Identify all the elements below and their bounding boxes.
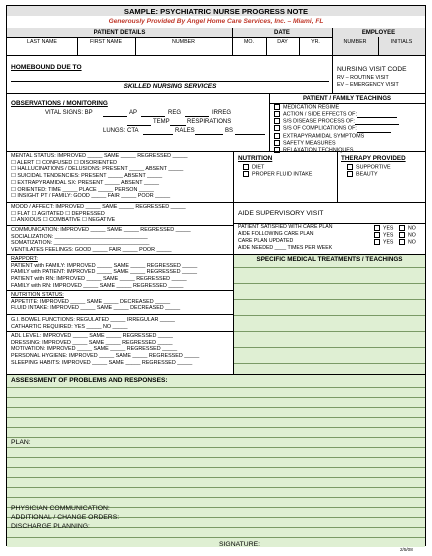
- assessment-area[interactable]: [7, 375, 425, 547]
- treatments-area[interactable]: [234, 255, 425, 374]
- nutrition-list: [243, 164, 333, 178]
- nutrition-item[interactable]: PROPER FLUID INTAKE: [243, 171, 333, 178]
- therapy-item[interactable]: BEAUTY: [347, 171, 423, 178]
- teachings-list: [274, 104, 422, 154]
- therapy-list: [347, 164, 423, 178]
- teaching-item[interactable]: SAFETY MEASURES: [274, 140, 422, 147]
- teaching-item[interactable]: MEDICATION REGIME: [274, 104, 422, 111]
- skilled-services-label: SKILLED NURSING SERVICES: [123, 83, 217, 90]
- progress-note-form: SAMPLE: PSYCHIATRIC NURSE PROGRESS NOTE Generously Provided By Angel Home Care Services, Inc. – Miami, FL PATIENT DETAILS DATE EMPLOYEE LAST NAME FIRST NAME NUMBER MO. DAY YR. NUMBER INITIALS HOMEBOUND DUE TO SKILLED NURSING SERVICES NURSING VISIT CODE RV – ROUTINE VISIT EV – EMERGENCY VISIT OBSERVATIONS / MONITORING VITAL SIGNS: BP AP REG IRREG TEMP RESPIRATIONS LUNGS: CTA RALES BS PATIENT / FAMILY TEACHINGS MEDICATION REGIME ACTION / SIDE EFFECTS OF: S/S DISEASE PROCESS OF: S/S OF COMPLICATIONS OF: EXTRAPYRAMIDAL SYMPTOMS SAFETY MEASURES RELAXATION TECHNIQUES MENTAL STATUS: IMPROVED _____ SAME _____ REGRESSED _____ ☐ ALERT ☐ CONFUSED ☐ DISORIENTED ☐ HALLUCINATIONS / DELUSIONS: PRESENT _____ ABSENT _____ ☐ SUICIDAL TENDENCIES: PRESENT _____ ABSENT _____ ☐ EXTRAPYRAMIDAL SX: PRESENT _____ ABSENT _____ ☐ ORIENTED: TIME _____ PLACE _____ PERSON _____ ☐ INSIGHT PT / FAMILY: GOOD _____ FAIR _____ POOR _____ MOOD / AFFECT: IMPROVED _____ SAME _____ REGRESSED _____ ☐ FLAT ☐ AGITATED ☐ DEPRESSED ☐ ANXIOUS ☐ COMBATIVE ☐ NEGATIVE COMMUNICATION: IMPROVED _____ SAME _____ REGRESSED _____ SOCIALIZATION: _______________________________ SOMATIZATION: ________________________________ VENTILATES FEELINGS: GOOD _____ FAIR _____ POOR _____ RAPPORT: PATIENT with FAMILY: IMPROVED _____ SAME _____ REGRESSED _____ FAMILY with PATIENT: IMPROVED _____ SAME _____ REGRESSED _____ PATIENT with RN: IMPROVED _____ SAME _____ REGRESSED _____ FAMILY with RN: IMPROVED _____ SAME _____ REGRESSED _____ NUTRITION STATUS: APPETITE: IMPROVED _____ SAME _____ DECREASED _____ FLUID INTAKE: IMPROVED _____ SAME _____ DECREASED _____ G.I. BOWEL FUNCTIONS: REGULATED _____ IRREGULAR _____ CATHARTIC REQUIRED: YES _____ NO _____ ADL LEVEL: IMPROVED _____ SAME _____ REGRESSED _____ DRESSING: IMPROVED _____ SAME _____ REGRESSED _____ MOTIVATION: IMPROVED _____ SAME _____ REGRESSED _____ PERSONAL HYGIENE: IMPROVED _____ SAME _____ REGRESSED _____ SLEEPING HABITS: IMPROVED _____ SAME _____ REGRESSED _____ NUTRITION DIET PROPER FLUID INTAKE THERAPY PROVIDED SUPPORTIVE BEAUTY AIDE SUPERVISORY VISIT PATIENT SATISFIED WITH CARE PLAN YES NO AIDE FOLLOWING CARE PLAN YES NO CARE PLAN UPDATED YES NO AIDE NEEDED ____ TIMES PER WEEK SPECIFIC MEDICAL TREATMENTS / TEACHINGS ASSESSMENT OF PROBLEMS AND RESPONSES: PLAN: PHYSICIAN COMMUNICATION: ADDITIONAL / CHANGE ORDERS: DISCHARGE PLANNING: SIGNATURE:: [6, 5, 426, 546]
- additional-orders-label: ADDITIONAL / CHANGE ORDERS:: [11, 514, 120, 521]
- first-name-label: FIRST NAME: [90, 39, 122, 45]
- rapport-section: RAPPORT: PATIENT with FAMILY: IMPROVED _____ SAME _____ REGRESSED _____ FAMILY with PATIENT: IMPROVED _____ SAME _____ REGRESSED _____ PATIENT with RN: IMPROVED _____ SAME _____ REGRESSED _____ FAMILY with RN: IMPROVED _____ SAME _____ REGRESSED _____: [11, 256, 198, 289]
- number-label: NUMBER: [172, 39, 195, 45]
- date-heading: DATE: [274, 30, 290, 36]
- aide-row: CARE PLAN UPDATED YES NO: [238, 238, 416, 246]
- observations-title: OBSERVATIONS / MONITORING: [11, 100, 108, 107]
- emergency-visit-label: EV – EMERGENCY VISIT: [337, 82, 399, 88]
- patient-details-heading: PATIENT DETAILS: [93, 30, 146, 36]
- mental-status-section: MENTAL STATUS: IMPROVED _____ SAME _____ REGRESSED _____ ☐ ALERT ☐ CONFUSED ☐ DISORIENTED ☐ HALLUCINATIONS / DELUSIONS: PRESENT _____ ABSENT _____ ☐ SUICIDAL TENDENCIES: PRESENT _____ ABSENT _____ ☐ EXTRAPYRAMIDAL SX: PRESENT _____ ABSENT _____ ☐ ORIENTED: TIME _____ PLACE _____ PERSON _____ ☐ INSIGHT PT / FAMILY: GOOD _____ FAIR _____ POOR _____: [11, 153, 188, 200]
- adl-section: ADL LEVEL: IMPROVED _____ SAME _____ REGRESSED _____ DRESSING: IMPROVED _____ SAME _____ REGRESSED _____ MOTIVATION: IMPROVED _____ SAME _____ REGRESSED _____ PERSONAL HYGIENE: IMPROVED _____ SAME _____ REGRESSED _____ SLEEPING HABITS: IMPROVED _____ SAME _____ REGRESSED _____: [11, 333, 200, 366]
- employee-heading: EMPLOYEE: [361, 30, 396, 36]
- initials-label: INITIALS: [390, 39, 413, 45]
- form-subtitle: Generously Provided By Angel Home Care Services, Inc. – Miami, FL: [108, 18, 324, 25]
- assessment-title: ASSESSMENT OF PROBLEMS AND RESPONSES:: [11, 377, 168, 384]
- routine-visit-label: RV – ROUTINE VISIT: [337, 75, 389, 81]
- form-title: SAMPLE: PSYCHIATRIC NURSE PROGRESS NOTE: [123, 7, 309, 16]
- version-label: 2/5/08: [400, 547, 413, 552]
- teaching-item[interactable]: RELAXATION TECHNIQUES: [274, 147, 422, 154]
- emp-number-label: NUMBER: [343, 39, 367, 45]
- aide-row: PATIENT SATISFIED WITH CARE PLAN YES NO: [238, 224, 416, 232]
- nutrition-title: NUTRITION: [238, 155, 273, 162]
- visit-code-title: NURSING VISIT CODE: [337, 66, 407, 73]
- therapy-title: THERAPY PROVIDED: [341, 155, 406, 162]
- teaching-item[interactable]: EXTRAPYRAMIDAL SYMPTOMS: [274, 133, 422, 140]
- teaching-item[interactable]: S/S OF COMPLICATIONS OF:: [274, 125, 422, 132]
- treatments-title: SPECIFIC MEDICAL TREATMENTS / TEACHINGS: [256, 256, 403, 263]
- nutrition-item[interactable]: DIET: [243, 164, 333, 171]
- gi-section: G.I. BOWEL FUNCTIONS: REGULATED _____ IRREGULAR _____ CATHARTIC REQUIRED: YES _____ NO _____: [11, 317, 175, 330]
- signature-label: SIGNATURE:: [219, 541, 261, 548]
- teaching-item[interactable]: S/S DISEASE PROCESS OF:: [274, 118, 422, 125]
- aide-supervisory-title: AIDE SUPERVISORY VISIT: [238, 210, 324, 217]
- discharge-label: DISCHARGE PLANNING:: [11, 523, 90, 530]
- therapy-item[interactable]: SUPPORTIVE: [347, 164, 423, 171]
- physician-label: PHYSICIAN COMMUNICATION:: [11, 505, 110, 512]
- nutrition-status-section: NUTRITION STATUS: APPETITE: IMPROVED _____ SAME _____ DECREASED _____ FLUID INTAKE: IMPROVED _____ SAME _____ DECREASED _____: [11, 292, 181, 312]
- homebound-label: HOMEBOUND DUE TO: [11, 64, 82, 71]
- aide-row: AIDE NEEDED ____ TIMES PER WEEK: [238, 245, 333, 251]
- communication-section: COMMUNICATION: IMPROVED _____ SAME _____ REGRESSED _____ SOCIALIZATION: _______________________________ SOMATIZATION: ________________________________ VENTILATES FEELINGS: GOOD _____ FAIR _____ POOR _____: [11, 227, 191, 254]
- plan-label: PLAN:: [11, 439, 31, 446]
- year-label: YR.: [311, 39, 320, 45]
- last-name-label: LAST NAME: [27, 39, 57, 45]
- teaching-item[interactable]: ACTION / SIDE EFFECTS OF:: [274, 111, 422, 118]
- day-label: DAY: [277, 39, 288, 45]
- aide-row: AIDE FOLLOWING CARE PLAN YES NO: [238, 231, 416, 239]
- teachings-title: PATIENT / FAMILY TEACHINGS: [302, 96, 392, 102]
- mood-section: MOOD / AFFECT: IMPROVED _____ SAME _____ REGRESSED _____ ☐ FLAT ☐ AGITATED ☐ DEPRESSED ☐ ANXIOUS ☐ COMBATIVE ☐ NEGATIVE: [11, 204, 186, 224]
- month-label: MO.: [243, 39, 254, 45]
